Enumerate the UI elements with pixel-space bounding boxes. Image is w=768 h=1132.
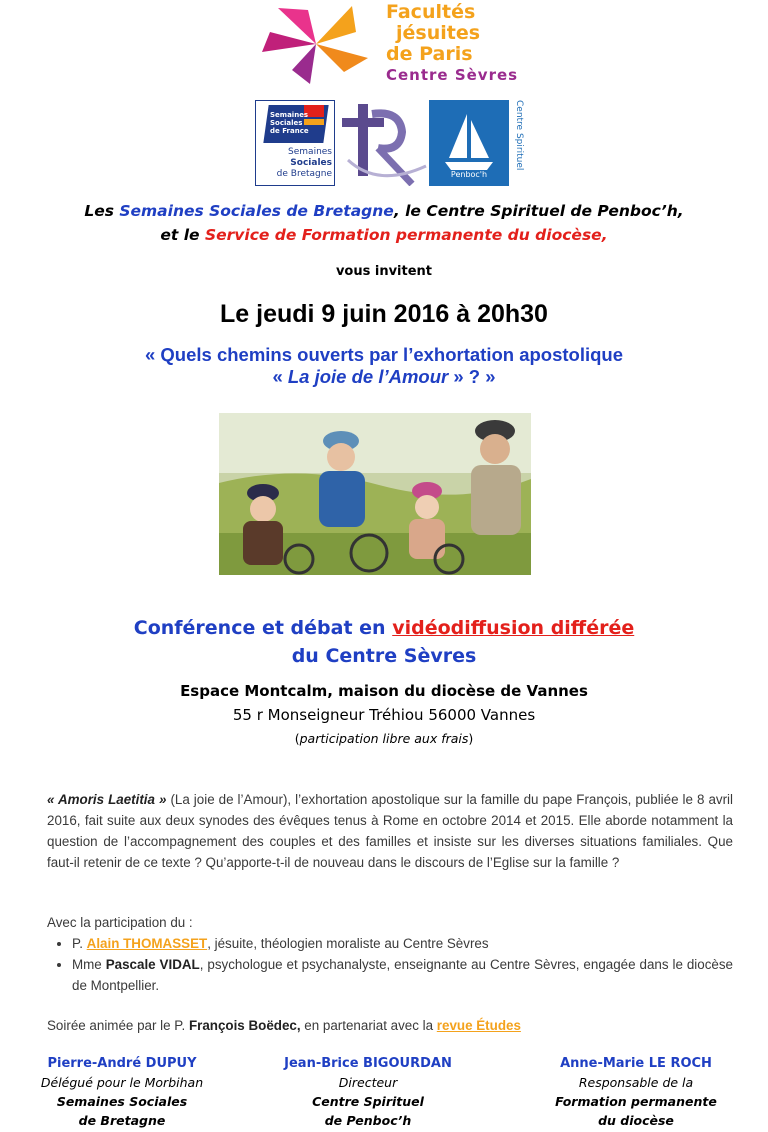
moderator-a: Soirée animée par le P.	[47, 1018, 189, 1033]
question-line2-italic: La joie de l’Amour	[287, 366, 449, 387]
conference-a: Conférence et débat en	[133, 617, 393, 639]
question-line2-a: «	[272, 366, 288, 387]
intro-l1-c: , le Centre Spirituel de Penboc’h,	[393, 202, 684, 220]
intro-l1-a: Les	[84, 202, 120, 220]
ssf-line3: de Bretagne	[276, 169, 332, 179]
signature-name: Anne-Marie LE ROCH	[560, 1056, 712, 1071]
signature-org2: du diocèse	[598, 1113, 674, 1128]
signature-org1: Formation permanente	[555, 1094, 717, 1109]
facultes-line4: Centre Sèvres	[386, 66, 519, 84]
question-title	[0, 344, 768, 388]
ssf-badge-line1: Semaines	[270, 111, 309, 119]
facultes-line3: de Paris	[386, 43, 473, 65]
pinwheel-icon	[256, 2, 376, 86]
speaker-prefix: P.	[72, 936, 87, 951]
signature-bigourdan	[268, 1054, 468, 1130]
penboch-side-label: Centre Spirituel	[514, 100, 524, 171]
moderator-line	[47, 1015, 733, 1036]
speaker-item	[72, 954, 733, 996]
amoris-laetitia-title: « Amoris Laetitia »	[47, 792, 167, 807]
signature-role: Délégué pour le Morbihan	[40, 1075, 204, 1090]
speaker-name-vidal: Pascale VIDAL	[105, 957, 200, 972]
conference-title	[0, 614, 768, 670]
penboch-logo	[429, 100, 509, 186]
conference-videodiffusion: vidéodiffusion différée	[392, 617, 635, 639]
moderator-b: en partenariat avec la	[300, 1018, 437, 1033]
venue-name: Espace Montcalm, maison du diocèse de Vannes	[180, 682, 588, 700]
penboch-side-label-wrap	[510, 100, 526, 186]
description-paragraph	[47, 789, 733, 873]
cross-icon	[338, 100, 430, 186]
penboch-label: Penboc'h	[450, 170, 488, 179]
intro-ssb: Semaines Sociales de Bretagne	[119, 202, 394, 220]
signature-org2: de Penboc’h	[324, 1113, 412, 1128]
intro-line1	[0, 199, 768, 223]
question-line1: « Quels chemins ouverts par l’exhortation apostolique	[144, 344, 624, 365]
signature-dupuy	[22, 1054, 222, 1130]
participation-text: participation libre aux frais	[299, 731, 469, 746]
participation-open: (	[294, 731, 300, 746]
question-line2	[0, 366, 768, 388]
signature-leroch	[536, 1054, 736, 1130]
intro-text	[0, 199, 768, 247]
invite-text: vous invitent	[335, 264, 433, 279]
description-text: (La joie de l’Amour), l’exhortation apostolique sur la famille du pape François, publiée le 8 avril 2016, fait suite aux deux synodes des évêques tenus à Rome en octobre 2014 et 2015. Elle aborde notamment la question de l’accompagnement des couples et des familles et insiste sur les diverses situations familiales. Que faut-il retenir de ce texte ? Qu’apporte-t-il de nouveau dans le discours de l’Eglise sur la famille ?	[47, 792, 733, 870]
conference-line1	[0, 614, 768, 642]
family-cycling-photo	[219, 413, 531, 575]
semaines-sociales-logo	[255, 100, 335, 186]
participation-intro: Avec la participation du :	[47, 915, 193, 930]
signature-org1: Centre Spirituel	[312, 1094, 424, 1109]
speaker-desc: , psychologue et psychanalyste, enseignante au Centre Sèvres, engagée dans le diocèse de Montpellier.	[72, 957, 734, 993]
event-date: Le jeudi 9 juin 2016 à 20h30	[220, 300, 548, 328]
signature-org1: Semaines Sociales	[56, 1094, 188, 1109]
intro-l2-c: ,	[601, 226, 608, 244]
intro-service: Service de Formation permanente du diocèse	[204, 226, 602, 244]
ssf-line2: Sociales	[290, 158, 332, 168]
cycling-family-image	[219, 413, 531, 575]
cross-monogram-logo	[338, 100, 430, 186]
ssf-badge-line3: de France	[270, 127, 309, 135]
speakers-section	[47, 912, 733, 996]
moderator-name: François Boëdec,	[188, 1018, 301, 1033]
signature-role: Responsable de la	[578, 1075, 694, 1090]
facultes-jesuites-logo	[256, 2, 526, 86]
speaker-desc: , jésuite, théologien moraliste au Centre Sèvres	[207, 936, 489, 951]
signature-org2: de Bretagne	[78, 1113, 166, 1128]
ssf-badge-line2: Sociales	[270, 119, 303, 127]
intro-line2	[0, 223, 768, 247]
ssf-line1: Semaines	[288, 147, 332, 157]
signature-role: Directeur	[338, 1075, 398, 1090]
speakers-list	[47, 933, 733, 996]
facultes-line2: jésuites	[396, 22, 481, 44]
participation-note	[0, 731, 768, 746]
intro-l2-a: et le	[160, 226, 205, 244]
revue-etudes-link[interactable]: revue Études	[436, 1018, 521, 1033]
conference-line2: du Centre Sèvres	[291, 645, 477, 667]
participation-close: )	[468, 731, 474, 746]
speaker-link-thomasset[interactable]: Alain THOMASSET	[86, 936, 208, 951]
speaker-item	[72, 933, 733, 954]
signature-name: Jean-Brice BIGOURDAN	[284, 1056, 452, 1071]
speaker-prefix: Mme	[72, 957, 106, 972]
venue-address: 55 r Monseigneur Tréhiou 56000 Vannes	[232, 706, 536, 724]
facultes-line1: Facultés	[386, 1, 476, 23]
signature-name: Pierre-André DUPUY	[47, 1056, 197, 1071]
question-line2-c: » ? »	[448, 366, 496, 387]
